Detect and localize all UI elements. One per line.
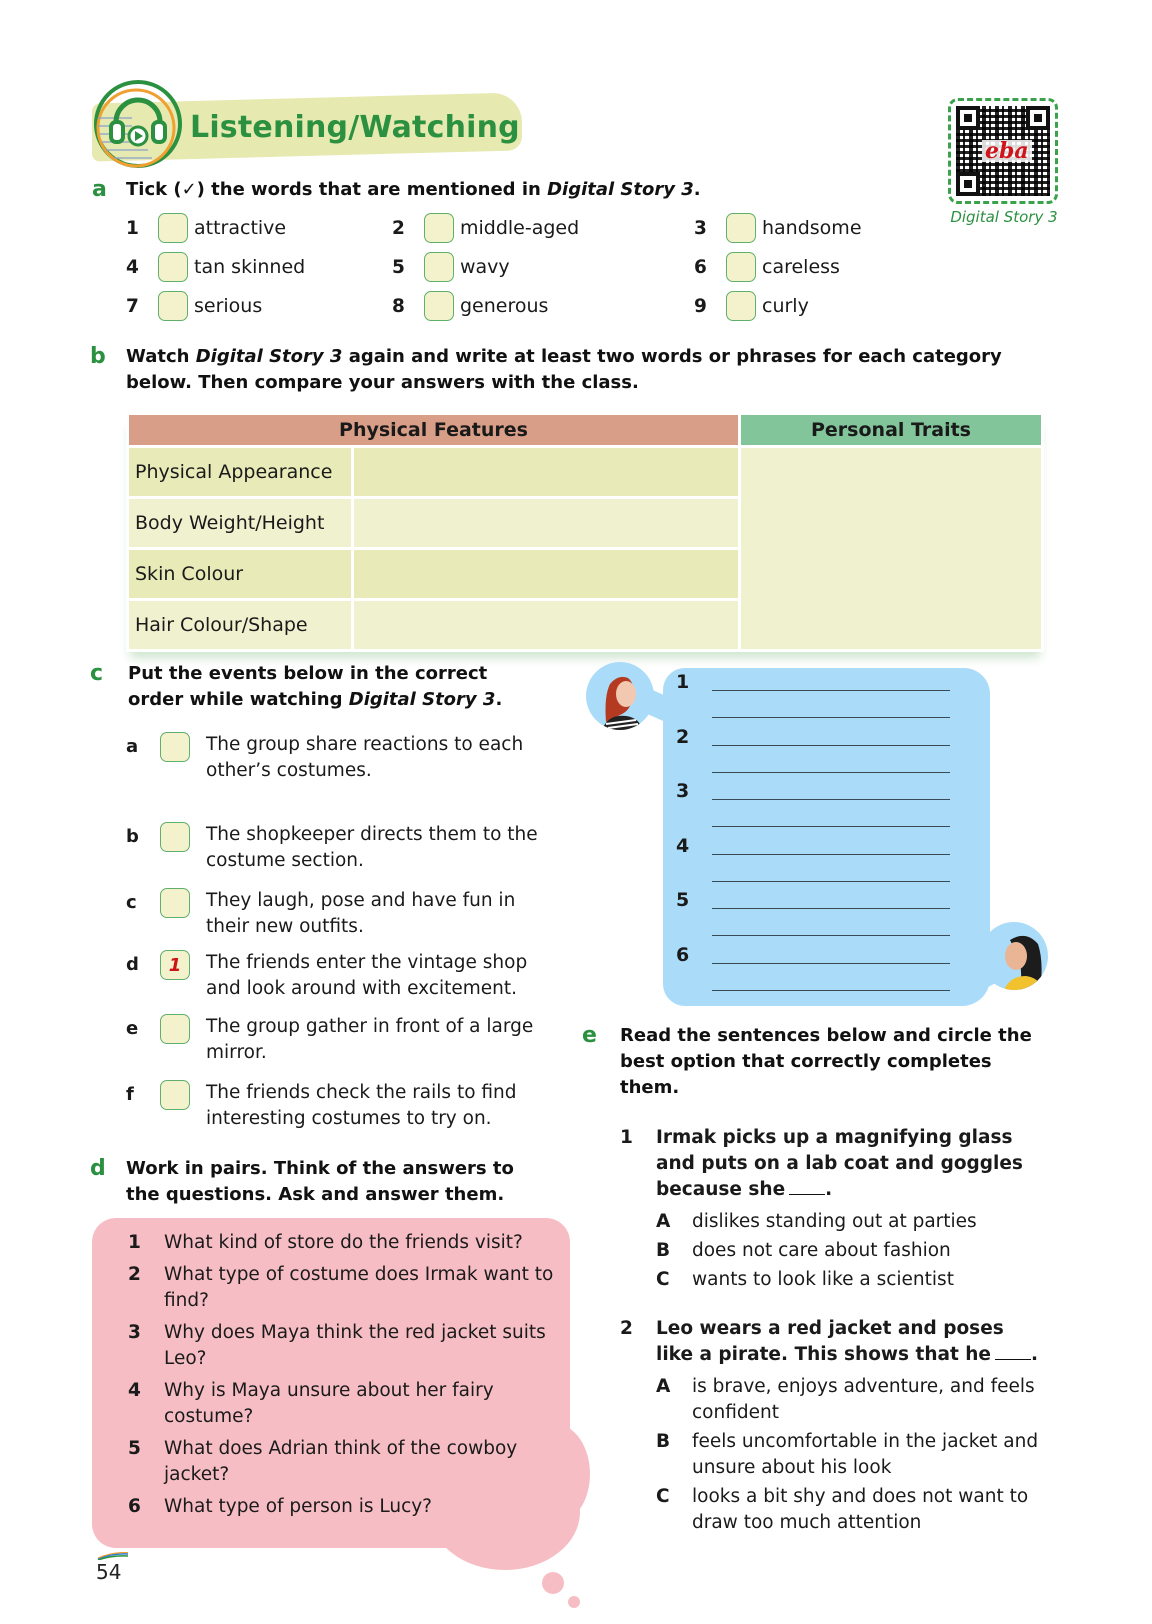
tick-item (126, 291, 262, 321)
answer-line[interactable] (712, 717, 950, 718)
option-text: wants to look like a scientist (692, 1269, 954, 1290)
item-number: 7 (126, 295, 139, 317)
row-label: Hair Colour/Shape (129, 601, 351, 649)
answer-line-number: 2 (676, 725, 690, 748)
tick-word: wavy (460, 256, 510, 278)
question-text: Why is Maya unsure about her fairy costume? (164, 1380, 494, 1427)
instruction-emphasis: Digital Story 3 (547, 179, 694, 200)
question-number: 2 (128, 1264, 141, 1285)
section-d-instruction: Work in pairs. Think of the answers to the questions. Ask and answer them. (126, 1158, 514, 1205)
section-a-instruction (126, 177, 906, 203)
option-letter: C (656, 1269, 670, 1290)
answer-line-row (676, 725, 956, 779)
answer-line-number: 4 (676, 834, 690, 857)
qr-finder (956, 106, 980, 130)
option-letter: B (656, 1431, 671, 1452)
option-letter: C (656, 1486, 670, 1507)
question-stem (656, 1125, 1040, 1203)
categories-table (126, 412, 1044, 652)
qr-code[interactable] (948, 98, 1058, 204)
section-letter-c: c (90, 661, 104, 686)
order-box[interactable] (160, 888, 190, 918)
tick-checkbox[interactable] (424, 213, 454, 243)
event-text: The shopkeeper directs them to the costume section. (206, 824, 538, 871)
item-number: 3 (694, 217, 707, 239)
tick-word: handsome (762, 217, 862, 239)
section-c-instruction (128, 661, 528, 713)
answer-line[interactable] (712, 990, 950, 991)
tick-word: tan skinned (194, 256, 306, 278)
option-text: dislikes standing out at parties (692, 1211, 977, 1232)
period: . (1030, 1344, 1039, 1365)
answer-line-row (676, 670, 956, 724)
section-letter-b: b (90, 344, 106, 369)
tick-word: generous (460, 295, 549, 317)
tick-item (694, 291, 809, 321)
answer-cell[interactable] (354, 448, 738, 496)
event-item (126, 1080, 566, 1132)
option-letter: A (656, 1376, 671, 1397)
answer-line[interactable] (712, 826, 950, 827)
header-physical-features: Physical Features (129, 415, 738, 445)
tick-item (694, 252, 840, 282)
tick-checkbox[interactable] (424, 252, 454, 282)
answer-option[interactable] (656, 1374, 1040, 1426)
tick-word: careless (762, 256, 840, 278)
stem-text: Leo wears a red jacket and poses like a pirate. This shows that he (656, 1318, 1004, 1365)
mc-question (620, 1125, 1040, 1203)
answer-line[interactable] (712, 935, 950, 936)
item-number: 5 (392, 256, 405, 278)
option-text: does not care about fashion (692, 1240, 951, 1261)
question-item (128, 1494, 558, 1520)
event-letter: d (126, 954, 139, 975)
answer-line-number: 6 (676, 943, 690, 966)
option-text: feels uncomfortable in the jacket and unsure about his look (692, 1431, 1039, 1478)
answer-cell[interactable] (354, 499, 738, 547)
question-number: 6 (128, 1496, 141, 1517)
tick-word: middle-aged (460, 217, 580, 239)
event-letter: e (126, 1018, 139, 1039)
answer-line[interactable] (712, 881, 950, 882)
instruction-emphasis: Digital Story 3 (348, 689, 496, 710)
question-text: What type of costume does Irmak want to find? (164, 1264, 554, 1311)
instruction-text: Watch (126, 346, 196, 367)
section-letter-e: e (582, 1023, 597, 1048)
answer-line-number: 1 (676, 671, 690, 693)
answer-option[interactable] (656, 1484, 1040, 1536)
tick-word: curly (762, 295, 809, 317)
answer-line[interactable] (712, 799, 950, 800)
tick-checkbox[interactable] (726, 213, 756, 243)
section-letter-d: d (90, 1156, 106, 1181)
page-number: 54 (96, 1560, 122, 1584)
answer-option[interactable] (656, 1267, 1040, 1293)
answer-line-row (676, 834, 956, 888)
item-number: 4 (126, 256, 139, 278)
tick-item (392, 252, 510, 282)
item-number: 9 (694, 295, 707, 317)
tick-checkbox[interactable] (158, 291, 188, 321)
event-text: The group share reactions to each other’s costumes. (206, 734, 524, 781)
event-item (126, 888, 566, 940)
question-number: 1 (620, 1127, 633, 1148)
row-label: Body Weight/Height (129, 499, 351, 547)
answer-option[interactable] (656, 1429, 1040, 1481)
qr-finder (1026, 106, 1050, 130)
order-box[interactable] (160, 822, 190, 852)
answer-line[interactable] (712, 772, 950, 773)
instruction-text: . (495, 689, 503, 710)
order-box[interactable]: 1 (160, 950, 190, 980)
event-item (126, 822, 566, 874)
answer-line[interactable] (712, 690, 950, 691)
question-text: Why does Maya think the red jacket suits Leo? (164, 1322, 546, 1369)
event-letter: f (126, 1084, 134, 1105)
mc-question (620, 1316, 1040, 1368)
question-number: 2 (620, 1318, 633, 1339)
qr-caption[interactable]: Digital Story 3 (950, 208, 1058, 226)
section-e-instruction: Read the sentences below and circle the best option that correctly completes them. (620, 1025, 1032, 1098)
qr-finder (956, 172, 980, 196)
row-label: Skin Colour (129, 550, 351, 598)
header-personal-traits: Personal Traits (741, 415, 1041, 445)
tick-item (694, 213, 862, 243)
tick-checkbox[interactable] (424, 291, 454, 321)
item-number: 1 (126, 217, 139, 239)
period: . (825, 1179, 833, 1200)
order-box[interactable] (160, 732, 190, 762)
tick-item (126, 213, 286, 243)
option-letter: A (656, 1211, 671, 1232)
stem-text: Irmak picks up a magnifying glass and puts on a lab coat and goggles because she (656, 1127, 1023, 1200)
answer-line[interactable] (712, 963, 950, 964)
instruction-text: Tick (✓) the words that are mentioned in (126, 179, 548, 200)
answer-option[interactable] (656, 1238, 1040, 1264)
eba-logo: eba (982, 140, 1032, 162)
tick-item (126, 252, 305, 282)
tick-word: attractive (194, 217, 287, 239)
section-letter-a: a (92, 177, 107, 202)
tick-item (392, 213, 579, 243)
event-text: The friends check the rails to find interesting costumes to try on. (206, 1082, 517, 1129)
section-title: Listening/Watching (190, 110, 520, 145)
question-text: What does Adrian think of the cowboy jacket? (164, 1438, 518, 1485)
qr-pattern (956, 106, 1050, 196)
event-item (126, 950, 566, 1002)
avatar-girl-dark-hair (980, 922, 1048, 990)
question-text: What kind of store do the friends visit? (164, 1232, 523, 1253)
thought-dot (568, 1596, 580, 1608)
question-item (128, 1262, 558, 1314)
answer-cell[interactable] (354, 550, 738, 598)
item-number: 8 (392, 295, 405, 317)
answer-line-number: 5 (676, 889, 690, 911)
question-text: What type of person is Lucy? (164, 1496, 433, 1517)
row-label: Physical Appearance (129, 448, 351, 496)
answer-line[interactable] (712, 854, 950, 855)
question-item (128, 1436, 558, 1488)
event-letter: a (126, 736, 139, 757)
avatar-girl-red-hair (586, 662, 654, 730)
option-text: looks a bit shy and does not want to draw too much attention (692, 1486, 1029, 1533)
order-box[interactable] (160, 1080, 190, 1110)
personal-traits-cell[interactable] (741, 448, 1041, 649)
answer-line-row (676, 779, 956, 833)
question-stem (656, 1316, 1040, 1368)
question-number: 3 (128, 1322, 141, 1343)
event-item (126, 1014, 566, 1066)
instruction-emphasis: Digital Story 3 (195, 346, 343, 367)
answer-line-number: 3 (676, 780, 690, 802)
event-item (126, 732, 566, 784)
question-item (128, 1230, 558, 1256)
event-text: The friends enter the vintage shop and look around with excitement. (206, 952, 528, 999)
tick-checkbox[interactable] (158, 252, 188, 282)
question-item (128, 1378, 558, 1430)
tick-checkbox[interactable] (158, 213, 188, 243)
section-b-instruction (126, 344, 1036, 396)
option-text: is brave, enjoys adventure, and feels confident (692, 1376, 1035, 1423)
tick-item (392, 291, 548, 321)
order-box[interactable] (160, 1014, 190, 1044)
headphones-play-icon (92, 78, 184, 170)
instruction-text: Put the events below in the correct order while watching (128, 663, 488, 710)
item-number: 2 (392, 217, 405, 239)
question-number: 4 (128, 1380, 141, 1401)
answer-line-row (676, 888, 956, 942)
event-letter: c (126, 892, 137, 913)
question-number: 1 (128, 1232, 141, 1253)
instruction-text: again and write at least two words or phrases for each category below. Then compare your answers with the class. (126, 346, 1002, 393)
tick-checkbox[interactable] (726, 252, 756, 282)
answer-line[interactable] (712, 908, 950, 909)
tick-checkbox[interactable] (726, 291, 756, 321)
option-letter: B (656, 1240, 671, 1261)
answer-cell[interactable] (354, 601, 738, 649)
answer-line-row (676, 943, 956, 997)
answer-line[interactable] (712, 745, 950, 746)
question-number: 5 (128, 1438, 141, 1459)
event-text: The group gather in front of a large mirror. (206, 1016, 534, 1063)
answer-option[interactable] (656, 1209, 1040, 1235)
blank-line (789, 1194, 825, 1195)
instruction-text: . (693, 179, 701, 200)
event-text: They laugh, pose and have fun in their new outfits. (206, 890, 516, 937)
tick-word: serious (194, 295, 263, 317)
page-number-decoration (96, 1552, 130, 1560)
event-letter: b (126, 826, 139, 847)
item-number: 6 (694, 256, 707, 278)
thought-dot (542, 1572, 564, 1594)
question-item (128, 1320, 558, 1372)
blank-line (995, 1359, 1031, 1360)
